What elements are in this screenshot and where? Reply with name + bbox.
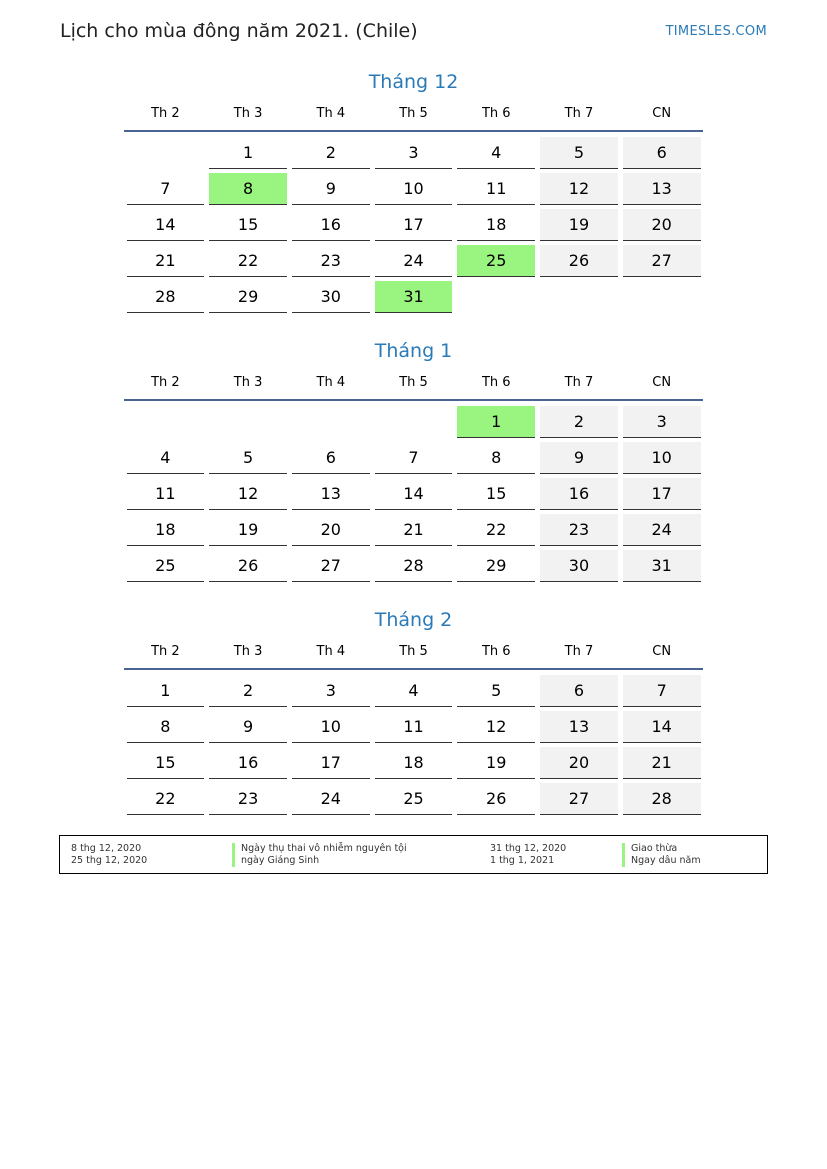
day-number: 27 [292, 550, 370, 582]
legend-holiday-name: Ngay dâu năm [631, 855, 701, 866]
day-number: 20 [623, 209, 701, 241]
day-cell[interactable] [372, 550, 455, 586]
day-number: 13 [540, 711, 618, 743]
day-cell[interactable] [207, 442, 290, 478]
week-row [124, 711, 703, 747]
empty-day-cell [124, 137, 207, 173]
day-cell[interactable] [620, 747, 703, 783]
day-number: 3 [623, 406, 701, 438]
day-number: 26 [209, 550, 287, 582]
weekday-label: Th 7 [564, 644, 594, 659]
day-cell[interactable] [124, 478, 207, 514]
day-cell[interactable] [124, 711, 207, 747]
day-number: 25 [127, 550, 205, 582]
day-cell[interactable] [289, 245, 372, 281]
day-number: 1 [457, 406, 535, 438]
day-cell[interactable] [620, 478, 703, 514]
day-cell[interactable] [207, 747, 290, 783]
day-number: 15 [127, 747, 205, 779]
day-number: 9 [540, 442, 618, 474]
month-title: Tháng 1 [374, 340, 453, 362]
day-cell[interactable] [372, 783, 455, 819]
day-cell[interactable] [207, 675, 290, 711]
day-cell[interactable] [289, 442, 372, 478]
month-january [124, 336, 703, 586]
day-number: 25 [457, 245, 535, 277]
weekday-label: Th 4 [316, 106, 346, 121]
week-row [124, 747, 703, 783]
day-number: 19 [209, 514, 287, 546]
day-cell[interactable] [124, 442, 207, 478]
day-cell[interactable] [124, 281, 207, 317]
day-number: 21 [623, 747, 701, 779]
day-number: 20 [540, 747, 618, 779]
day-cell[interactable] [538, 245, 621, 281]
day-number: 1 [127, 675, 205, 707]
weekday-label: Th 4 [316, 644, 346, 659]
day-number: 12 [540, 173, 618, 205]
day-number: 7 [127, 173, 205, 205]
day-number: 17 [623, 478, 701, 510]
day-cell[interactable] [455, 245, 538, 281]
day-cell[interactable] [124, 783, 207, 819]
week-row [124, 406, 703, 442]
day-number: 4 [127, 442, 205, 474]
day-cell[interactable] [372, 478, 455, 514]
day-number: 24 [375, 245, 453, 277]
holiday-legend [59, 835, 768, 874]
weekday-header-row [124, 97, 703, 132]
day-number: 26 [457, 783, 535, 815]
month-february [124, 605, 703, 819]
day-number: 8 [209, 173, 287, 205]
day-number: 2 [209, 675, 287, 707]
brand-link[interactable]: TIMESLES.COM [665, 24, 767, 39]
week-row [124, 281, 703, 317]
weekday-label: CN [652, 106, 672, 121]
day-number: 5 [209, 442, 287, 474]
day-cell[interactable] [289, 550, 372, 586]
day-number: 18 [127, 514, 205, 546]
day-cell[interactable] [372, 711, 455, 747]
day-cell[interactable] [538, 406, 621, 442]
weekday-label: Th 3 [233, 375, 263, 390]
day-number: 12 [457, 711, 535, 743]
day-cell[interactable] [620, 514, 703, 550]
legend-holiday-name: Ngày thụ thai vô nhiễm nguyên tội [241, 843, 407, 854]
day-cell[interactable] [289, 675, 372, 711]
day-cell[interactable] [620, 550, 703, 586]
day-cell[interactable] [455, 173, 538, 209]
legend-holiday-name: Giao thừa [631, 843, 678, 854]
week-row [124, 514, 703, 550]
day-number: 5 [457, 675, 535, 707]
day-number: 23 [540, 514, 618, 546]
day-number: 10 [623, 442, 701, 474]
day-number: 5 [540, 137, 618, 169]
week-row [124, 442, 703, 478]
day-cell[interactable] [372, 514, 455, 550]
day-cell[interactable] [620, 245, 703, 281]
weekday-label: Th 7 [564, 106, 594, 121]
day-cell[interactable] [124, 514, 207, 550]
day-number: 23 [209, 783, 287, 815]
legend-date: 1 thg 1, 2021 [490, 855, 555, 866]
day-cell[interactable] [207, 478, 290, 514]
day-number: 25 [375, 783, 453, 815]
week-row [124, 478, 703, 514]
weekday-label: Th 4 [316, 375, 346, 390]
day-cell[interactable] [538, 747, 621, 783]
day-number: 21 [127, 245, 205, 277]
day-cell[interactable] [289, 747, 372, 783]
day-number: 22 [127, 783, 205, 815]
empty-day-cell [455, 281, 538, 317]
day-number: 18 [457, 209, 535, 241]
day-cell[interactable] [538, 137, 621, 173]
day-cell[interactable] [538, 783, 621, 819]
day-number: 11 [375, 711, 453, 743]
weekday-label: Th 6 [481, 644, 511, 659]
day-number: 3 [375, 137, 453, 169]
day-cell[interactable] [455, 675, 538, 711]
week-row [124, 550, 703, 586]
day-number: 13 [623, 173, 701, 205]
day-cell[interactable] [538, 442, 621, 478]
day-number: 15 [209, 209, 287, 241]
day-cell[interactable] [620, 442, 703, 478]
day-number: 24 [623, 514, 701, 546]
empty-day-cell [372, 406, 455, 442]
day-number: 16 [540, 478, 618, 510]
day-cell[interactable] [372, 281, 455, 317]
day-number: 1 [209, 137, 287, 169]
legend-holiday-name: ngày Giáng Sinh [241, 855, 320, 866]
day-cell[interactable] [289, 711, 372, 747]
day-number: 16 [209, 747, 287, 779]
weekday-label: Th 5 [399, 106, 428, 121]
day-cell[interactable] [289, 783, 372, 819]
day-cell[interactable] [455, 747, 538, 783]
day-number: 16 [292, 209, 370, 241]
day-number: 26 [540, 245, 618, 277]
day-number: 6 [292, 442, 370, 474]
day-cell[interactable] [372, 173, 455, 209]
empty-day-cell [538, 281, 621, 317]
day-number: 22 [209, 245, 287, 277]
day-cell[interactable] [207, 711, 290, 747]
empty-day-cell [207, 406, 290, 442]
day-number: 29 [209, 281, 287, 313]
day-number: 28 [375, 550, 453, 582]
day-number: 21 [375, 514, 453, 546]
day-cell[interactable] [289, 281, 372, 317]
day-number: 6 [540, 675, 618, 707]
weekday-label: Th 7 [564, 375, 594, 390]
day-cell[interactable] [620, 209, 703, 245]
day-cell[interactable] [372, 675, 455, 711]
day-number: 4 [375, 675, 453, 707]
weekday-label: CN [652, 375, 672, 390]
day-number: 7 [623, 675, 701, 707]
day-cell[interactable] [538, 514, 621, 550]
day-number: 20 [292, 514, 370, 546]
day-cell[interactable] [372, 209, 455, 245]
day-cell[interactable] [289, 478, 372, 514]
day-cell[interactable] [372, 442, 455, 478]
weekday-label: Th 3 [233, 644, 263, 659]
weekday-label: CN [652, 644, 672, 659]
weekday-label: Th 6 [481, 106, 511, 121]
legend-date: 31 thg 12, 2020 [490, 843, 567, 854]
month-title: Tháng 12 [368, 71, 459, 93]
day-cell[interactable] [620, 173, 703, 209]
day-number: 28 [127, 281, 205, 313]
day-number: 11 [457, 173, 535, 205]
day-cell[interactable] [455, 514, 538, 550]
day-cell[interactable] [538, 478, 621, 514]
day-number: 3 [292, 675, 370, 707]
day-number: 8 [127, 711, 205, 743]
day-number: 19 [457, 747, 535, 779]
day-cell[interactable] [455, 209, 538, 245]
month-title: Tháng 2 [374, 609, 453, 631]
day-number: 10 [375, 173, 453, 205]
weekday-label: Th 5 [399, 644, 428, 659]
day-cell[interactable] [538, 550, 621, 586]
day-cell[interactable] [538, 173, 621, 209]
day-number: 31 [623, 550, 701, 582]
day-cell[interactable] [538, 711, 621, 747]
day-number: 13 [292, 478, 370, 510]
day-number: 30 [540, 550, 618, 582]
day-number: 9 [209, 711, 287, 743]
week-row [124, 209, 703, 245]
day-cell[interactable] [538, 675, 621, 711]
day-cell[interactable] [207, 209, 290, 245]
weekday-header-row [124, 366, 703, 401]
day-cell[interactable] [620, 137, 703, 173]
day-number: 4 [457, 137, 535, 169]
day-cell[interactable] [124, 675, 207, 711]
day-number: 2 [292, 137, 370, 169]
day-number: 17 [292, 747, 370, 779]
day-number: 11 [127, 478, 205, 510]
day-cell[interactable] [372, 137, 455, 173]
weekday-label: Th 3 [233, 106, 263, 121]
day-cell[interactable] [620, 783, 703, 819]
day-cell[interactable] [124, 209, 207, 245]
week-row [124, 245, 703, 281]
day-cell[interactable] [455, 137, 538, 173]
day-cell[interactable] [455, 783, 538, 819]
day-cell[interactable] [372, 747, 455, 783]
day-number: 8 [457, 442, 535, 474]
empty-day-cell [124, 406, 207, 442]
day-cell[interactable] [289, 514, 372, 550]
page-title: Lịch cho mùa đông năm 2021. (Chile) [60, 20, 418, 42]
day-cell[interactable] [124, 173, 207, 209]
day-cell[interactable] [207, 514, 290, 550]
week-row [124, 137, 703, 173]
legend-date: 25 thg 12, 2020 [71, 855, 148, 866]
day-number: 31 [375, 281, 453, 313]
day-cell[interactable] [455, 406, 538, 442]
week-row [124, 675, 703, 711]
day-number: 14 [375, 478, 453, 510]
week-row [124, 783, 703, 819]
day-number: 7 [375, 442, 453, 474]
month-december [124, 67, 703, 317]
weekday-label: Th 2 [151, 375, 180, 390]
day-number: 27 [540, 783, 618, 815]
weekday-label: Th 5 [399, 375, 428, 390]
day-cell[interactable] [124, 550, 207, 586]
day-cell[interactable] [455, 550, 538, 586]
day-cell[interactable] [620, 675, 703, 711]
day-number: 28 [623, 783, 701, 815]
day-cell[interactable] [289, 137, 372, 173]
day-cell[interactable] [124, 245, 207, 281]
day-number: 6 [623, 137, 701, 169]
day-number: 30 [292, 281, 370, 313]
day-number: 29 [457, 550, 535, 582]
day-cell[interactable] [207, 550, 290, 586]
day-number: 2 [540, 406, 618, 438]
day-cell[interactable] [455, 711, 538, 747]
day-number: 14 [623, 711, 701, 743]
weekday-label: Th 2 [151, 106, 180, 121]
day-cell[interactable] [455, 478, 538, 514]
day-cell[interactable] [620, 711, 703, 747]
day-cell[interactable] [207, 281, 290, 317]
day-cell[interactable] [538, 209, 621, 245]
day-number: 22 [457, 514, 535, 546]
day-number: 19 [540, 209, 618, 241]
weekday-label: Th 6 [481, 375, 511, 390]
day-number: 12 [209, 478, 287, 510]
legend-date: 8 thg 12, 2020 [71, 843, 142, 854]
week-row [124, 173, 703, 209]
day-cell[interactable] [620, 406, 703, 442]
weekday-label: Th 2 [151, 644, 180, 659]
weekday-header-row [124, 635, 703, 670]
day-number: 17 [375, 209, 453, 241]
day-number: 14 [127, 209, 205, 241]
day-cell[interactable] [289, 173, 372, 209]
day-cell[interactable] [207, 783, 290, 819]
empty-day-cell [620, 281, 703, 317]
day-cell[interactable] [372, 245, 455, 281]
day-cell[interactable] [289, 209, 372, 245]
day-number: 10 [292, 711, 370, 743]
day-cell[interactable] [207, 173, 290, 209]
day-number: 18 [375, 747, 453, 779]
day-cell[interactable] [207, 137, 290, 173]
day-cell[interactable] [124, 747, 207, 783]
day-number: 27 [623, 245, 701, 277]
empty-day-cell [289, 406, 372, 442]
day-number: 9 [292, 173, 370, 205]
day-number: 15 [457, 478, 535, 510]
day-number: 23 [292, 245, 370, 277]
day-number: 24 [292, 783, 370, 815]
day-cell[interactable] [207, 245, 290, 281]
day-cell[interactable] [455, 442, 538, 478]
